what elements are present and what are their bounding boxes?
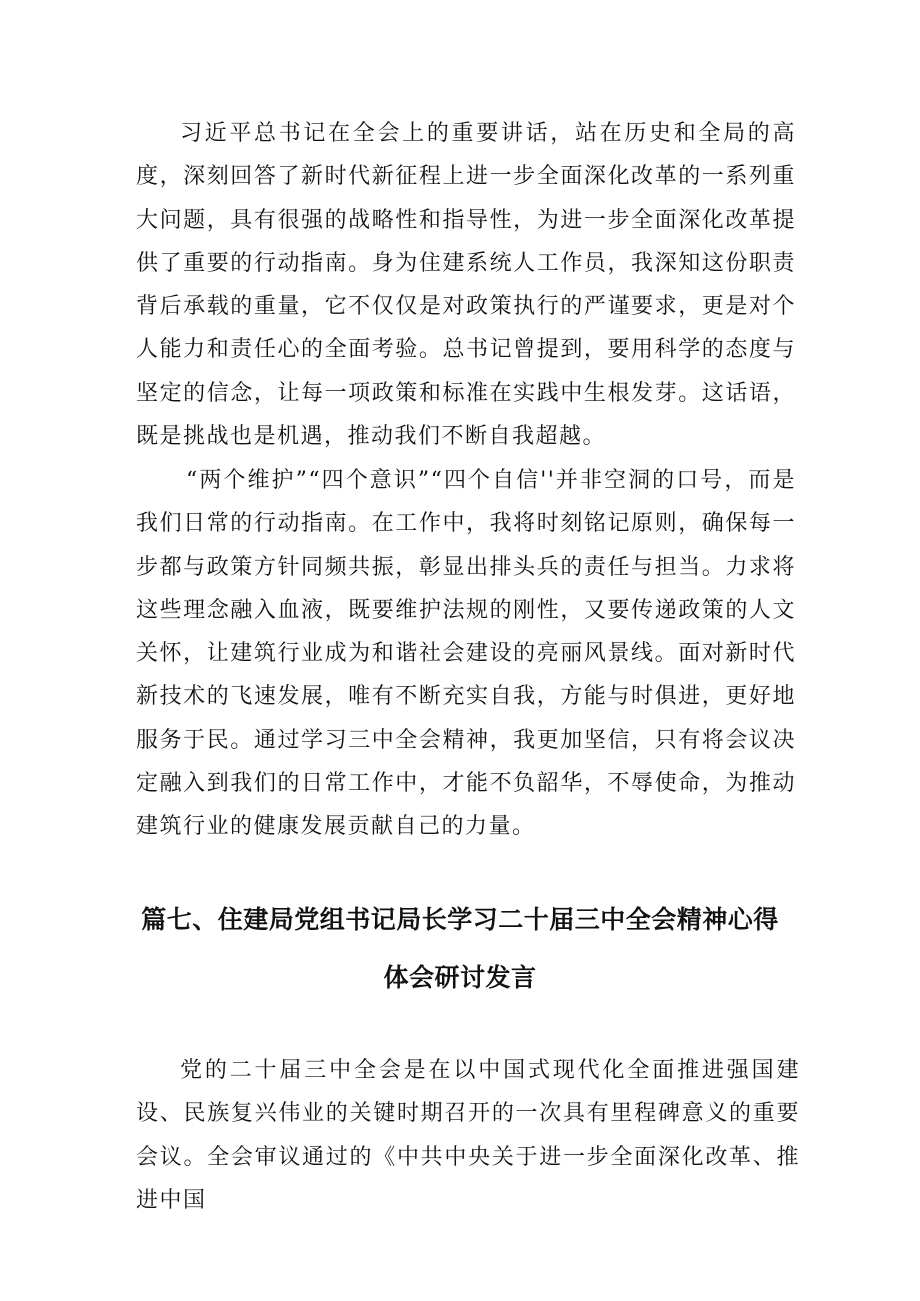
body-paragraph-2: “两个维护”“四个意识”“四个自信''并非空洞的口号，而是我们日常的行动指南。在工作中，我将时刻铭记原则，确保每一步都与政策方针同频共振，彰显出排头兵的责任与担当。力求将这些理念融入血液，既要维护法规的刚性，又要传递政策的人文关怀，让建筑行业成为和谐社会建设的亮丽风景线。面对新时代新技术的飞速发展，唯有不断充实自我，方能与时俱进，更好地服务于民。通过学习三中全会精神，我更加坚信，只有将会议决定融入到我们的日常工作中，才能不负韶华，不辱使命，为推动建筑行业的健康发展贡献自己的力量。 <box>136 468 796 840</box>
body-paragraph-3: 党的二十届三中全会是在以中国式现代化全面推进强国建设、民族复兴伟业的关键时期召开的一次具有里程碑意义的重要会议。全会审议通过的《中共中央关于进一步全面深化改革、推进中国 <box>136 1058 800 1213</box>
section-heading-line-2: 体会研讨发言 <box>383 963 537 992</box>
body-paragraph-1: 习近平总书记在全会上的重要讲话，站在历史和全局的高度，深刻回答了新时代新征程上进一步全面深化改革的一系列重大问题，具有很强的战略性和指导性，为进一步全面深化改革提供了重要的行动指南。身为住建系统人工作员，我深知这份职责背后承载的重量，它不仅仅是对政策执行的严谨要求，更是对个人能力和责任心的全面考验。总书记曾提到，要用科学的态度与坚定的信念，让每一项政策和标准在实践中生根发芽。这话语，既是挑战也是机遇，推动我们不断自我超越。 <box>136 121 796 450</box>
section-heading-line-1: 篇七、住建局党组书记局长学习二十届三中全会精神心得 <box>141 905 779 934</box>
